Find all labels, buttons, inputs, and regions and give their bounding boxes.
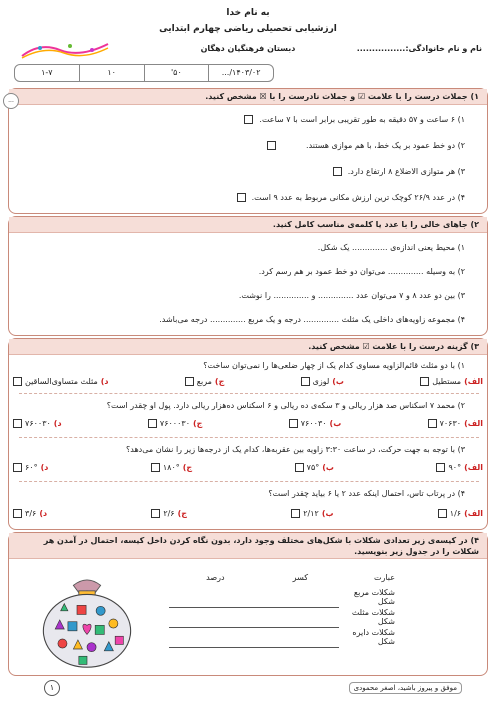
option-checkbox[interactable] <box>148 419 157 428</box>
q1-item: ۴) در عدد ۲۶/۹ کوچک ترین ارزش مکانی مربوط به عدد ۹ است. <box>9 193 479 202</box>
question-3-title: ۳) گزینه درست را با علامت ☑ مشخص کنید. <box>9 339 487 355</box>
q1-item: ۱) ۶ ساعت و ۵۷ دقیقه به طور تقریبی برابر است با ۷ ساعت. <box>9 115 479 124</box>
count-value: ۱۰ <box>79 65 144 81</box>
probability-table <box>169 567 399 648</box>
row-label: شکلات مثلث شکل <box>351 608 395 626</box>
q2-item: ۲) به وسیله .............. می‌توان دو خط عمود بر هم رسم کرد. <box>258 267 465 276</box>
option[interactable]: ب) لوزی <box>301 377 344 386</box>
table-row <box>169 627 399 647</box>
school-name: دبستان فرهنگیان دهگان <box>200 44 296 53</box>
question-4-title: ۴) در کیسه‌ی زیر تعدادی شکلات با شکل‌های مختلف وجود دارد، بدون نگاه کردن داخل کیسه، احتمال در آمدن هر شکلات را در جدول زیر بنویسید. <box>9 533 487 559</box>
exam-title: ارزشیابی تحصیلی ریاضی چهارم ابتدایی <box>159 24 337 34</box>
q1-item: ۳) هر متوازی الاضلاع ۸ ارتفاع دارد. <box>9 167 479 176</box>
question-2-section <box>8 216 488 336</box>
option[interactable]: ج) ۲/۶ <box>151 509 187 518</box>
option[interactable]: ب) ۲/۱۲ <box>291 509 333 518</box>
candy-bag-illustration <box>37 567 137 671</box>
question-2-title: ۲) جاهای خالی را با عدد یا کلمه‌ی مناسب کامل کنید. <box>9 217 487 233</box>
q3-options <box>13 419 483 428</box>
answer-checkbox[interactable] <box>237 193 246 202</box>
option[interactable]: ج) ۱۸۰° <box>151 463 192 472</box>
option-checkbox[interactable] <box>420 377 429 386</box>
pages-value: ۱-۷ <box>41 68 53 77</box>
score-circle: ... <box>3 93 19 109</box>
option-checkbox[interactable] <box>151 463 160 472</box>
percent-cell[interactable] <box>169 587 262 607</box>
option-checkbox[interactable] <box>428 419 437 428</box>
table-row <box>169 607 399 627</box>
page-footer <box>8 680 488 696</box>
fraction-cell[interactable] <box>262 607 339 627</box>
divider <box>19 437 479 438</box>
q1-item: ۲) دو خط عمود بر یک خط، با هم موازی هستند. <box>9 141 479 150</box>
column-header: عبارت <box>373 572 395 582</box>
option-checkbox[interactable] <box>301 377 310 386</box>
divider <box>19 481 479 482</box>
q3-question: ۳) با توجه به جهت حرکت، در ساعت ۳:۳۰ زاویه بین عقربه‌ها، کدام یک از درجه‌ها زیر را نشان می‌دهد؟ <box>126 445 465 454</box>
column-header: کسر <box>292 572 309 582</box>
option-checkbox[interactable] <box>13 419 22 428</box>
option-checkbox[interactable] <box>13 377 22 386</box>
option[interactable]: د) ۷۶۰۰۳۰ <box>13 419 62 428</box>
music-notes-decoration <box>20 38 110 60</box>
option[interactable]: الف) مستطیل <box>420 377 483 386</box>
teacher-credit: موفق و پیروز باشید، اصغر محمودی <box>349 682 462 694</box>
option-checkbox[interactable] <box>151 509 160 518</box>
student-name-field[interactable]: نام و نام خانوادگی:................ <box>356 44 482 53</box>
option-checkbox[interactable] <box>13 509 22 518</box>
option-checkbox[interactable] <box>13 463 22 472</box>
column-header: درصد <box>206 572 225 582</box>
q2-item: ۱) محیط یعنی اندازه‌ی .............. یک شکل. <box>317 243 465 252</box>
date-value: ۱۴۰۳/۰۲/... <box>208 65 273 81</box>
row-label: شکلات مربع شکل <box>353 588 395 606</box>
q3-question: ۲) محمد ۷ اسکناس صد هزار ریالی و ۳ سکه‌ی ده ریالی و ۶ اسکناس ده‌هزار ریالی دارد. پول او چقدر است؟ <box>106 401 465 410</box>
table-row <box>169 587 399 607</box>
row-label: شکلات دایره شکل <box>352 628 395 646</box>
table-header-row <box>169 567 399 587</box>
page-number: ۱ <box>44 680 60 696</box>
q2-item: ۴) مجموعه زاویه‌های داخلی یک مثلث .............. درجه و یک مربع .............. درجه می‌باشد. <box>159 315 465 324</box>
option-checkbox[interactable] <box>438 509 447 518</box>
option-checkbox[interactable] <box>295 463 304 472</box>
option-checkbox[interactable] <box>436 463 445 472</box>
question-1-section <box>8 88 488 214</box>
q3-options <box>13 463 483 472</box>
fraction-cell[interactable] <box>262 627 339 647</box>
time-value: ۵۰' <box>144 65 209 81</box>
option[interactable]: الف) ۱/۶ <box>438 509 483 518</box>
answer-checkbox[interactable] <box>267 141 276 150</box>
option-checkbox[interactable] <box>185 377 194 386</box>
option[interactable]: ب) ۷۶۰۰۳۰ <box>289 419 341 428</box>
q3-options <box>13 509 483 518</box>
option[interactable]: ج) مربع <box>185 377 225 386</box>
exam-header <box>8 6 488 86</box>
question-4-section <box>8 532 488 676</box>
option[interactable]: ج) ۷۶۰۰۰۳۰ <box>148 419 203 428</box>
option[interactable]: د) ۶۰° <box>13 463 48 472</box>
q3-question: ۱) با دو مثلث قائم‌الزاویه مساوی کدام یک از چهار ضلعی‌ها را نمی‌توان ساخت؟ <box>203 361 465 370</box>
fraction-cell[interactable] <box>262 587 339 607</box>
option[interactable]: ب) ۷۵° <box>295 463 334 472</box>
exam-info-bar <box>14 64 274 82</box>
divider <box>19 393 479 394</box>
q3-question: ۴) در پرتاب تاس، احتمال اینکه عدد ۲ یا ۶ بیاید چقدر است؟ <box>268 489 465 498</box>
option-checkbox[interactable] <box>291 509 300 518</box>
option[interactable]: الف) ۷۰۶۳۰ <box>428 419 483 428</box>
q2-item: ۳) بین دو عدد ۸ و ۷ می‌توان عدد .............. و .............. را نوشت. <box>238 291 465 300</box>
question-1-title: ۱) جملات درست را با علامت ☑ و جملات نادرست را با ☒ مشخص کنید. <box>9 89 487 105</box>
option[interactable]: د) مثلث متساوی‌الساقین <box>13 377 108 386</box>
exam-page <box>8 6 488 696</box>
option[interactable]: الف) ۹۰° <box>436 463 483 472</box>
percent-cell[interactable] <box>169 607 262 627</box>
question-3-section <box>8 338 488 530</box>
q3-options <box>13 377 483 386</box>
basmala: به نام خدا <box>226 8 270 18</box>
answer-checkbox[interactable] <box>333 167 342 176</box>
percent-cell[interactable] <box>169 627 262 647</box>
answer-checkbox[interactable] <box>244 115 253 124</box>
option-checkbox[interactable] <box>289 419 298 428</box>
option[interactable]: د) ۳/۶ <box>13 509 47 518</box>
